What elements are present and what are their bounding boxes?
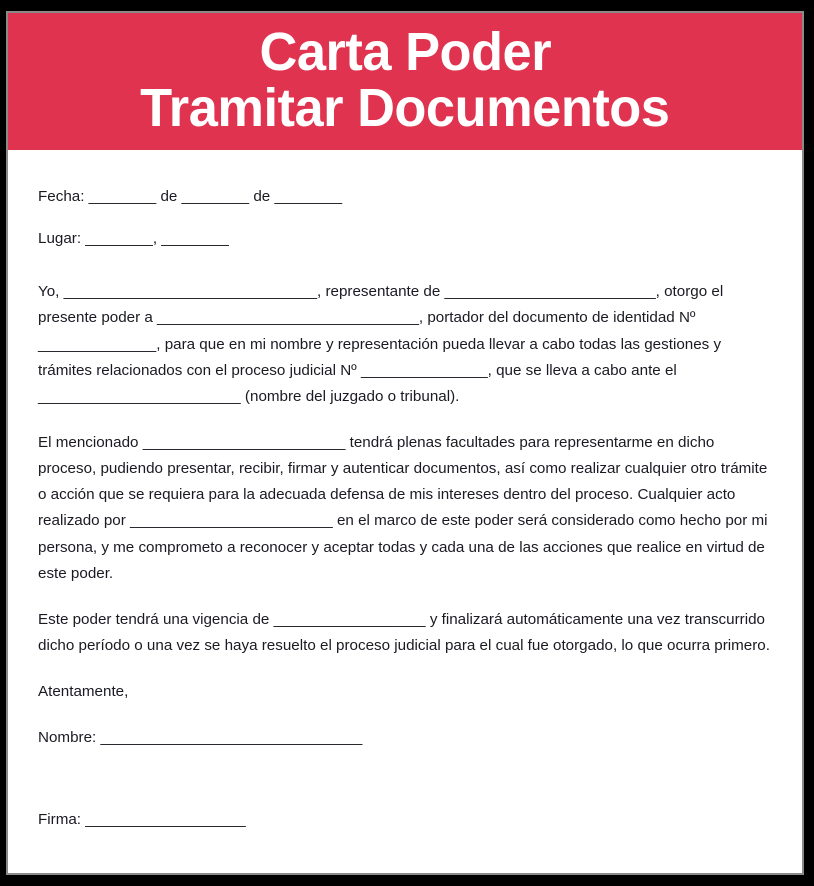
document-body bbox=[8, 150, 802, 873]
document-title-banner bbox=[8, 13, 802, 150]
field-lugar: Lugar: ________, ________ bbox=[38, 230, 229, 248]
field-firma: Firma: ___________________ bbox=[38, 811, 246, 829]
document-sheet bbox=[6, 11, 804, 875]
paragraph-validity: Este poder tendrá una vigencia de __________________ y finalizará automáticamente una vez transcurrido dicho período o una vez se haya resuelto el proceso judicial para el cual fue otorgado, lo que ocurra primero. bbox=[38, 610, 770, 654]
paragraph-powers: El mencionado ________________________ tendrá plenas facultades para representarme en dicho proceso, pudiendo presentar, recibir, firmar y autenticar documentos, así como realizar cualquier otro trámite o acción que se requiera para la adecuada defensa de mis intereses dentro del proceso. Cualquier acto realizado por ________________________ en el marco de este poder será considerado como hecho por mi persona, y me comprometo a reconocer y aceptar todas y cada una de las acciones que realice en virtud de este poder. bbox=[38, 433, 768, 582]
document-title-line-2: Tramitar Documentos bbox=[140, 77, 670, 138]
closing-salutation: Atentamente, bbox=[38, 683, 129, 701]
field-nombre: Nombre: _______________________________ bbox=[38, 729, 363, 747]
document-title-line-1: Carta Poder bbox=[259, 22, 551, 83]
field-fecha: Fecha: ________ de ________ de ________ bbox=[38, 188, 343, 205]
paragraph-grant: Yo, ______________________________, representante de _________________________, otorgo el presente poder a _______________________________, portador del documento de identidad Nº ______________, para que en mi nombre y representación pueda llevar a cabo todas las gestiones y trámites relacionados con el proceso judicial Nº _______________, que se lleva a cabo ante el ________________________ (nombre del juzgado o tribunal). bbox=[38, 283, 724, 405]
